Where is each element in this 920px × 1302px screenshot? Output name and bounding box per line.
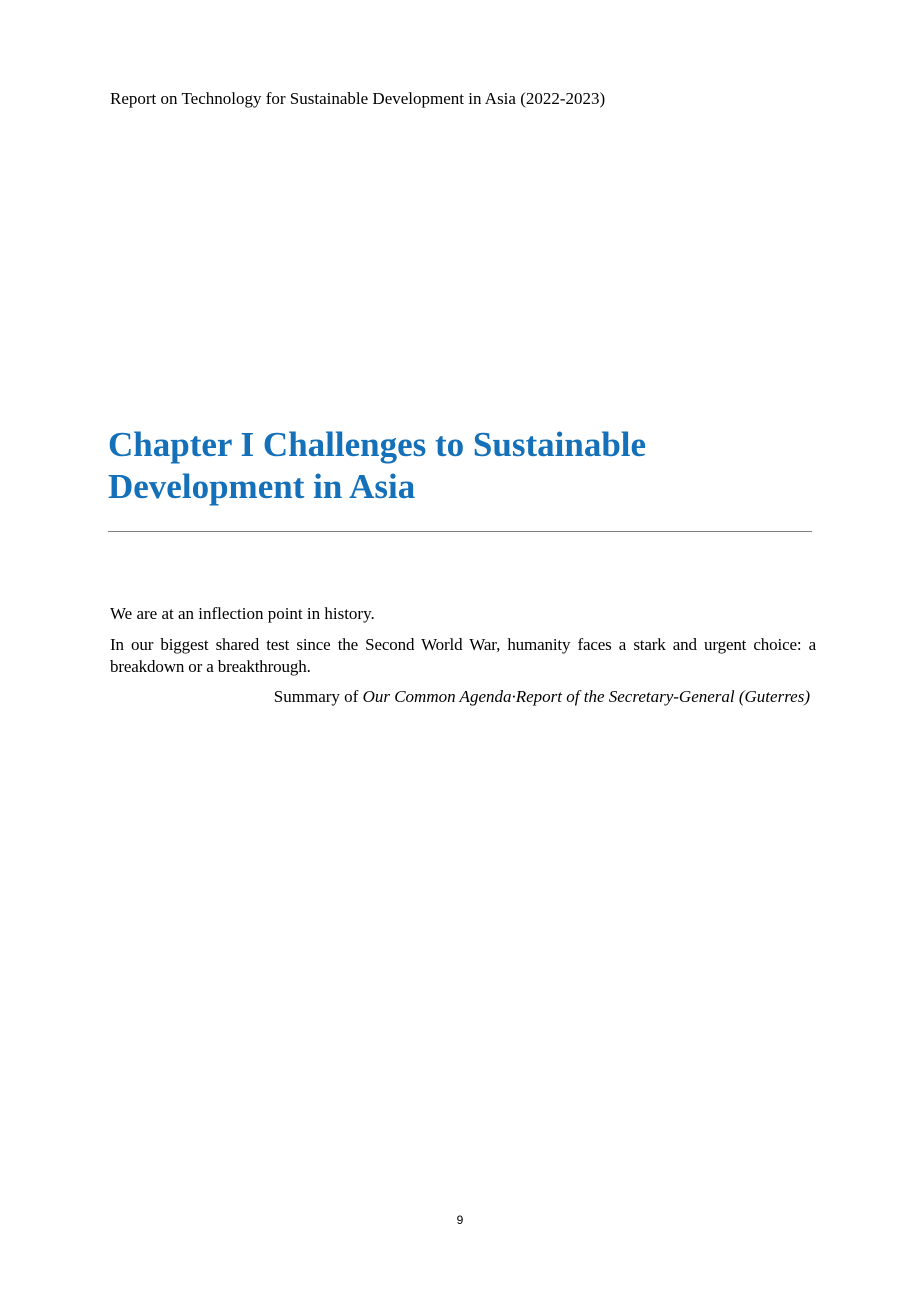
attribution-prefix: Summary of — [273, 687, 363, 706]
page-number: 9 — [456, 1213, 464, 1227]
chapter-title: Chapter I Challenges to Sustainable Development in Asia — [108, 425, 647, 506]
running-header: Report on Technology for Sustainable Development in Asia (2022-2023) — [110, 89, 606, 108]
attribution-source: Our Common Agenda·Report of the Secretary-General (Guterres) — [362, 687, 810, 706]
title-divider — [108, 531, 812, 532]
epigraph-attribution — [110, 686, 810, 708]
epigraph-paragraph: In our biggest shared test since the Second World War, humanity faces a stark and urgent choice: a breakdown or a breakthrough. — [110, 635, 816, 676]
epigraph-first-line: We are at an inflection point in history. — [110, 604, 375, 623]
